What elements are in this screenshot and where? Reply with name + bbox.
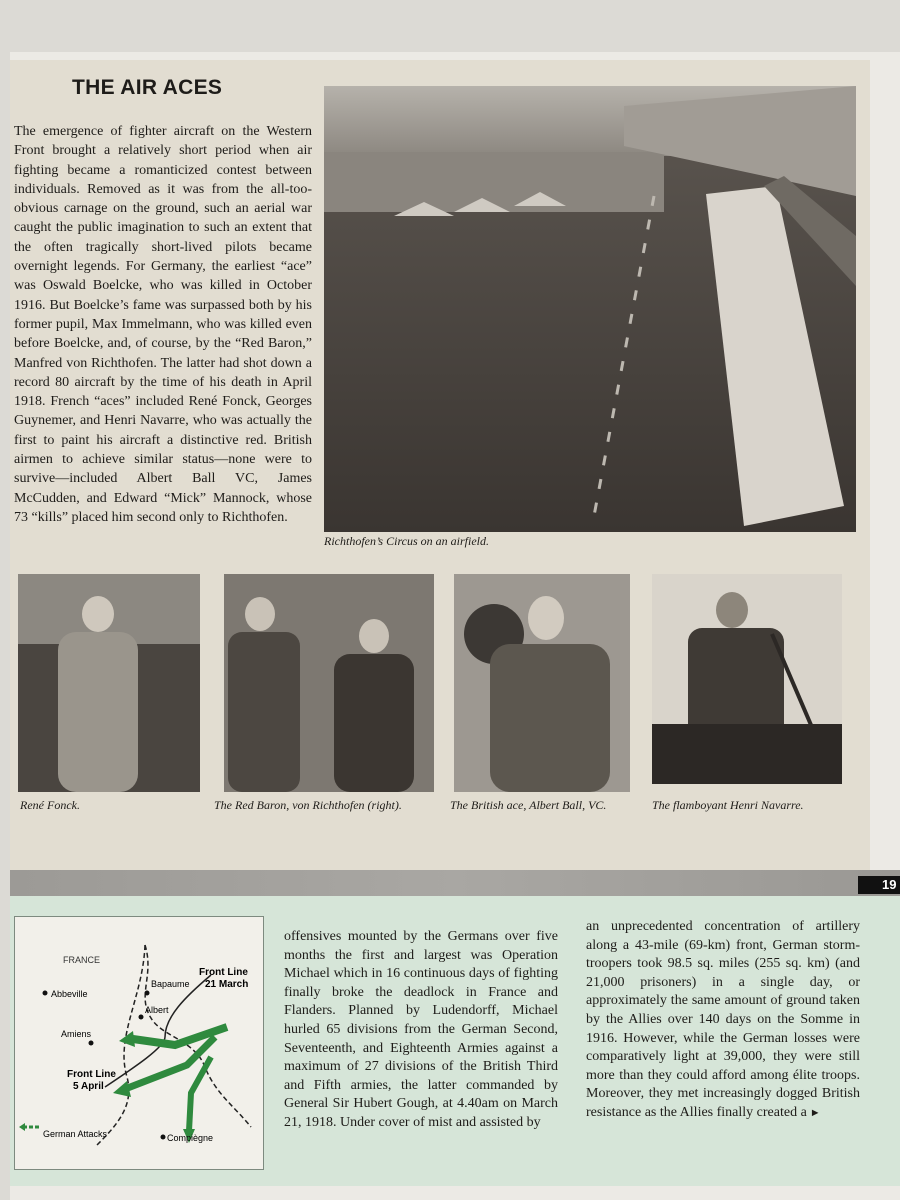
navarre-caption: The flamboyant Henri Navarre. (652, 798, 804, 812)
body-column-2 (586, 918, 860, 1123)
navarre-photo (652, 574, 842, 784)
map-town-abbeville: Abbeville (51, 989, 88, 999)
map-town-amiens: Amiens (61, 1029, 92, 1039)
ball-caption: The British ace, Albert Ball, VC. (450, 798, 607, 812)
map-front-line-april-label: Front Line (67, 1069, 116, 1080)
red-baron-caption: The Red Baron, von Richthofen (right). (214, 798, 402, 812)
map-town-albert: Albert (145, 1005, 169, 1015)
continue-arrow-icon: ► (809, 1106, 821, 1119)
map-front-line-march-date: 21 March (205, 979, 249, 990)
section-divider-band (10, 870, 900, 896)
map-legend-label: German Attacks (43, 1129, 108, 1139)
ball-photo (454, 574, 630, 792)
air-aces-panel (10, 60, 870, 882)
offensive-section (10, 896, 900, 1186)
map-country-label: FRANCE (63, 955, 101, 965)
body-column-2-text: an unprecedented concentration of artillery along a 43-mile (69-km) front, German storm-troopers took 98.5 sq. miles (255 sq. km) (and 21,000 prisoners) in a single day, or approximately the same amount of ground taken by the Allies over 140 days on the Somme in 1916. However, while the German losses were comparatively light at 39,000, they were still more than they could afford among élite troops. Moreover, they met increasingly dogged British resistance as the Allies finally created a (586, 919, 860, 1120)
map-town-compiegne: Compiègne (167, 1133, 214, 1143)
fonck-caption: René Fonck. (20, 798, 80, 812)
map-town-bapaume: Bapaume (151, 979, 190, 989)
map-front-line-march-label: Front Line (199, 967, 248, 978)
section-title: THE AIR ACES (72, 76, 223, 99)
front-line-map (14, 916, 264, 1170)
fonck-photo (18, 574, 200, 792)
map-front-line-april-date: 5 April (73, 1081, 104, 1092)
body-column-1: offensives mounted by the Germans over five months the first and largest was Operation Michael which in 16 continuous days of fighting finally broke the deadlock in France and Flanders. Planned by Ludendorff, Michael hurled 65 divisions from the German Second, Seventeenth, and Eighteenth Armies against a maximum of 27 divisions of the British Third and Fifth armies, the latter commanded by General Sir Hubert Gough, at 4.40am on March 21, 1918. Under cover of mist and assisted by (284, 929, 558, 1130)
intro-paragraph: The emergence of fighter aircraft on the Western Front brought a relatively short period when air fighting became a romanticized contest between individuals. Removed as it was from the all-too-obvious carnage on the ground, such an aerial war caught the public imagination to such an extent that the often tragically short-lived pilots became overnight legends. For Germany, the earliest “ace” was Oswald Boelcke, who was killed in October 1916. But Boelcke’s fame was surpassed both by his former pupil, Max Immelmann, who was killed even before Boelcke, and, of course, by the “Red Baron,” Manfred von Richthofen. The latter had shot down a record 80 aircraft by the time of his death in April 1918. French “aces” included René Fonck, Georges Guynemer, and Henri Navarre, who was actually the first to paint his aircraft a distinctive red. British airmen to achieve similar status—none were to survive—included Albert Ball VC, James McCudden, and Edward “Mick” Mannock, whose 73 “kills” placed him second only to Richthofen. (14, 124, 312, 525)
airfield-photo (324, 86, 856, 532)
red-baron-photo (224, 574, 434, 792)
book-page (10, 52, 900, 1200)
page-number: 19 (858, 876, 900, 894)
airfield-caption: Richthofen’s Circus on an airfield. (324, 534, 489, 548)
attack-arrow-south (189, 1057, 211, 1131)
